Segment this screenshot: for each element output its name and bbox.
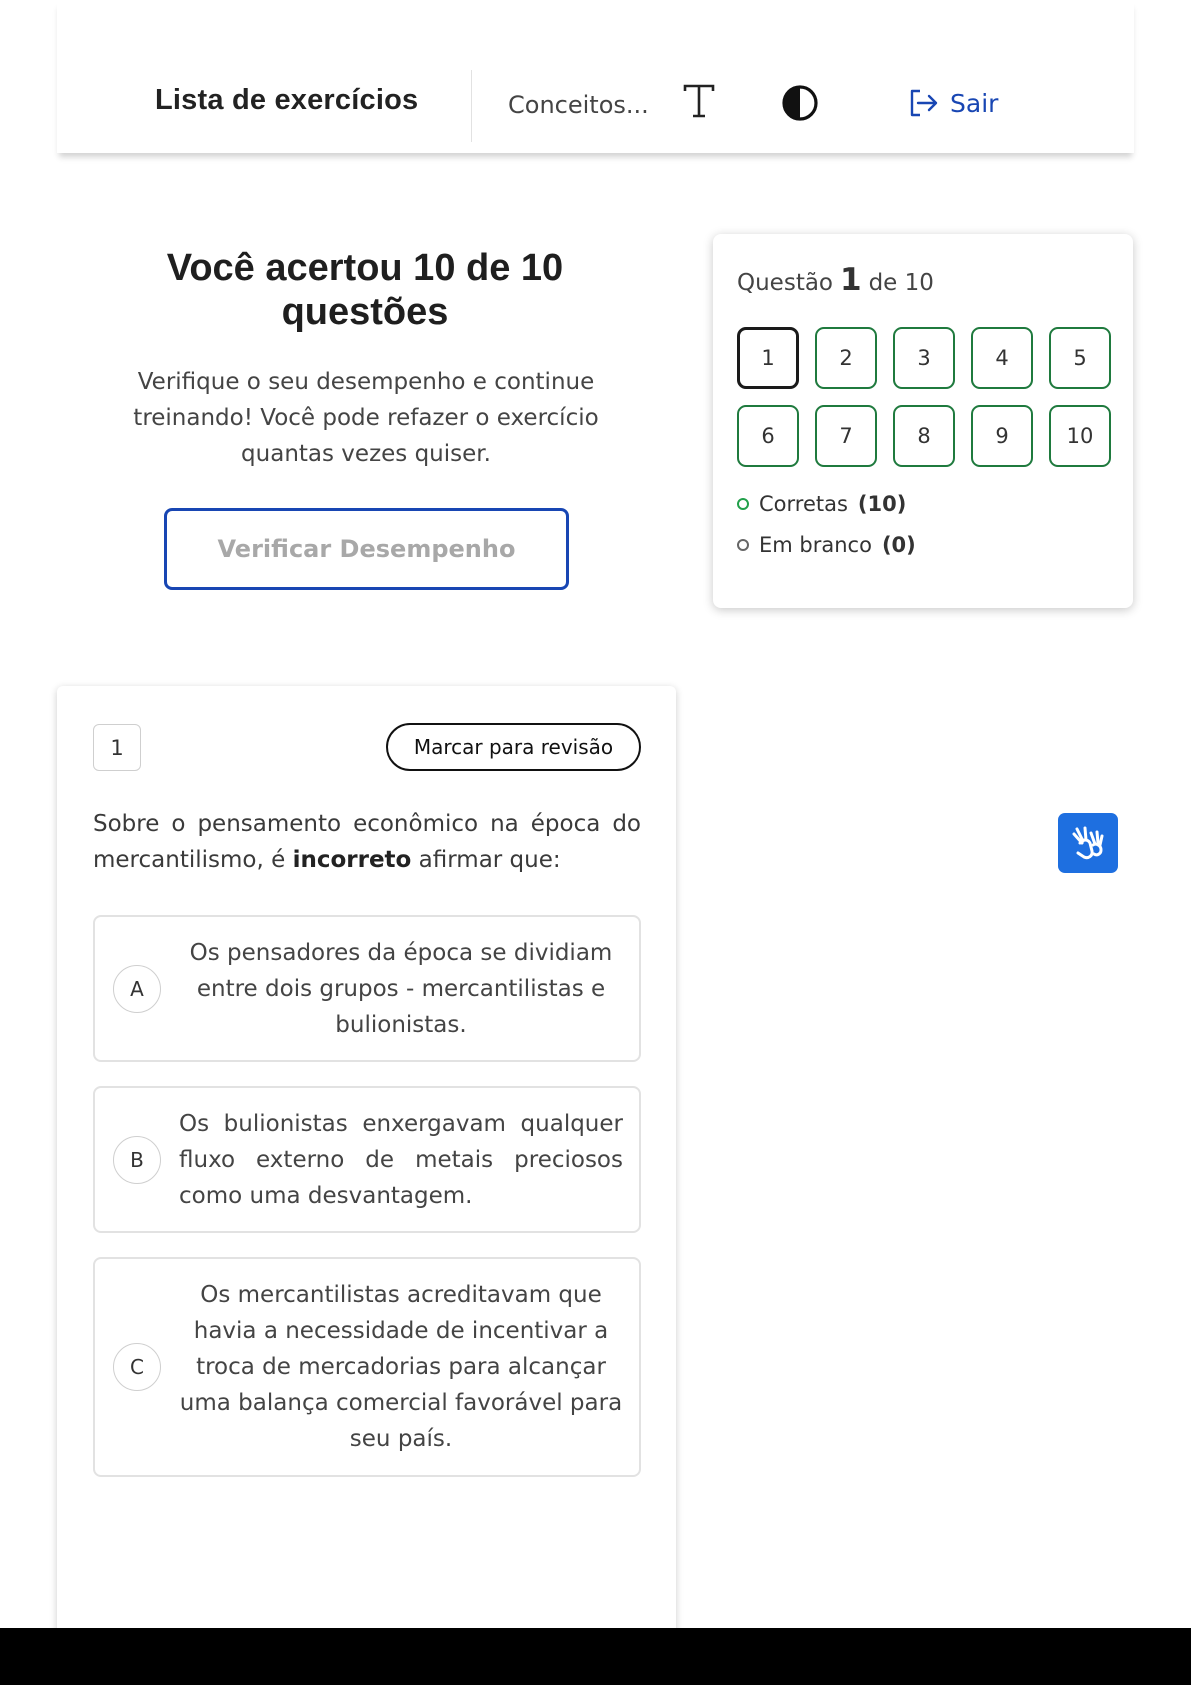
navigator-prefix: Questão — [737, 270, 833, 296]
stem-text-start: Sobre o pensamento econômico na época do mercantilismo, é — [93, 811, 641, 873]
question-button-9[interactable]: 9 — [971, 405, 1033, 467]
question-button-4[interactable]: 4 — [971, 327, 1033, 389]
legend-blank — [737, 533, 916, 557]
stem-emphasis: incorreto — [292, 847, 412, 873]
question-button-2[interactable]: 2 — [815, 327, 877, 389]
result-text: Verifique o seu desempenho e continue treinando! Você pode refazer o exercício quantas vezes quiser. — [133, 369, 599, 467]
question-button-5[interactable]: 5 — [1049, 327, 1111, 389]
option-b[interactable] — [93, 1086, 641, 1233]
option-c-letter: C — [113, 1343, 161, 1391]
option-b-letter: B — [113, 1136, 161, 1184]
question-navigator — [713, 234, 1133, 608]
question-button-7[interactable]: 7 — [815, 405, 877, 467]
result-title: Você acertou 10 de 10 questões — [166, 247, 564, 333]
option-b-text: Os bulionistas enxergavam qualquer fluxo externo de metais preciosos como uma desvantagem. — [179, 1111, 623, 1209]
sign-language-icon — [1068, 823, 1108, 863]
blank-dot-icon — [737, 539, 749, 551]
question-stem — [93, 806, 641, 878]
option-c[interactable] — [93, 1257, 641, 1477]
logout-icon — [906, 86, 940, 120]
legend-correct-label: Corretas — [759, 492, 848, 516]
question-button-3[interactable]: 3 — [893, 327, 955, 389]
mark-for-review-button[interactable]: Marcar para revisão — [386, 723, 641, 771]
navigator-current: 1 — [840, 262, 862, 298]
legend-correct — [737, 492, 906, 516]
logout-button[interactable] — [906, 86, 998, 120]
legend-blank-label: Em branco — [759, 533, 872, 557]
question-card — [57, 686, 676, 1628]
contrast-icon[interactable] — [781, 84, 819, 122]
question-button-8[interactable]: 8 — [893, 405, 955, 467]
navigator-suffix: de 10 — [868, 270, 934, 296]
stem-text-end: afirmar que: — [418, 847, 561, 873]
option-a-text: Os pensadores da época se dividiam entre dois grupos - mercantilistas e bulionistas. — [189, 940, 613, 1038]
page-title: Lista de exercícios — [155, 84, 419, 116]
question-button-1[interactable]: 1 — [737, 327, 799, 389]
question-button-10[interactable]: 10 — [1049, 405, 1111, 467]
text-size-icon[interactable] — [682, 82, 716, 120]
header-divider — [471, 70, 472, 142]
question-button-6[interactable]: 6 — [737, 405, 799, 467]
legend-correct-count: (10) — [857, 492, 907, 516]
option-a-letter: A — [113, 965, 161, 1013]
top-header — [57, 0, 1134, 153]
verify-performance-button[interactable]: Verificar Desempenho — [164, 508, 569, 590]
option-a[interactable] — [93, 915, 641, 1062]
option-c-text: Os mercantilistas acreditavam que havia a necessidade de incentivar a troca de mercadorias para alcançar uma balança comercial favorável para seu país. — [179, 1282, 623, 1452]
navigator-heading — [737, 262, 934, 298]
logout-label: Sair — [950, 88, 999, 118]
question-grid — [737, 327, 1109, 467]
sign-language-button[interactable] — [1058, 813, 1118, 873]
header-subtitle: Conceitos... — [508, 91, 649, 119]
question-number-badge: 1 — [93, 724, 141, 771]
correct-dot-icon — [737, 498, 749, 510]
legend-blank-count: (0) — [881, 533, 916, 557]
